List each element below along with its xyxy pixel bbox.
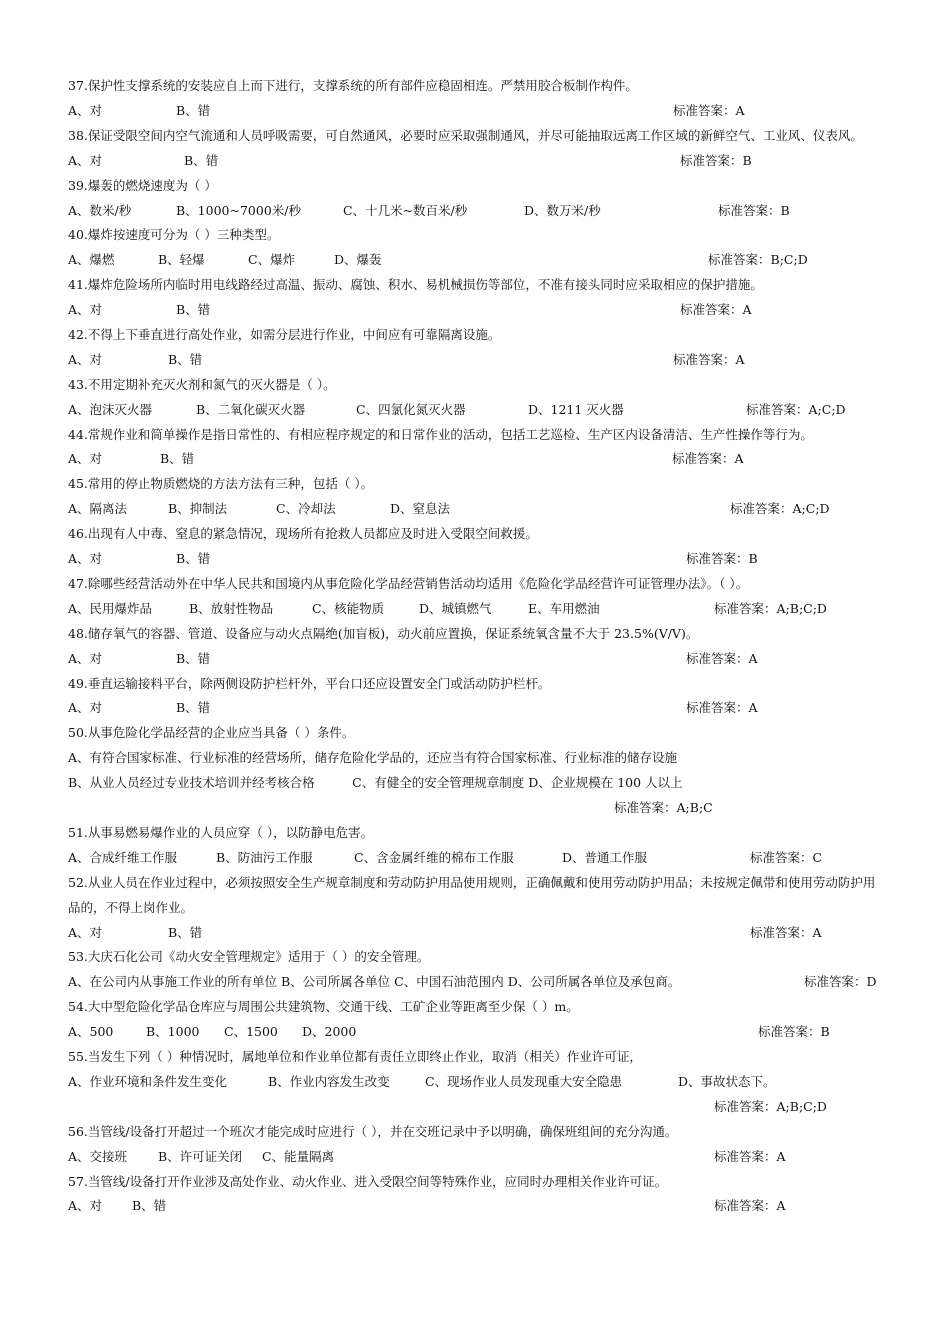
standard-answer: 标准答案：D (804, 974, 877, 990)
options-row (68, 796, 886, 821)
standard-answer: 标准答案：A;B;C;D (714, 1098, 827, 1114)
standard-answer: 标准答案：B (686, 551, 758, 567)
option: A、对 (68, 102, 103, 118)
standard-answer: 标准答案：A (672, 451, 744, 467)
option: E、车用燃油 (528, 600, 600, 616)
option: B、1000 (146, 1024, 200, 1040)
option-line: A、在公司内从事施工作业的所有单位 B、公司所属各单位 C、中国石油范围内 D、公司所属各单位及承包商。 (68, 974, 681, 990)
option: C、1500 (224, 1024, 278, 1040)
option: B、错 (184, 152, 219, 168)
question-text: 41.爆炸危险场所内临时用电线路经过高温、振动、腐蚀、积水、易机械损伤等部位，不准有接头同时应采取相应的保护措施。 (68, 277, 763, 293)
option: B、错 (132, 1198, 167, 1214)
exam-page (68, 74, 886, 1219)
standard-answer: 标准答案：A (686, 700, 758, 716)
options-row (68, 647, 886, 672)
option: C、爆炸 (248, 252, 296, 268)
option: B、错 (176, 551, 211, 567)
option: B、轻爆 (158, 252, 205, 268)
option: D、普通工作服 (562, 849, 648, 865)
options-row (68, 1070, 886, 1095)
options-row (68, 348, 886, 373)
option: C、现场作业人员发现重大安全隐患 (425, 1073, 623, 1089)
question-text: 43.不用定期补充灭火剂和氮气的灭火器是（ ）。 (68, 376, 336, 392)
question-text: 54.大中型危险化学品仓库应与周围公共建筑物、交通干线、工矿企业等距离至少保（ ）m。 (68, 999, 579, 1015)
option: C、能量隔离 (262, 1148, 335, 1164)
options-row (68, 199, 886, 224)
options-row (68, 846, 886, 871)
option: A、500 (68, 1024, 114, 1040)
option: D、事故状态下。 (678, 1073, 776, 1089)
question-text: 51.从事易燃易爆作业的人员应穿（ ），以防静电危害。 (68, 824, 374, 840)
options-row (68, 298, 886, 323)
standard-answer: 标准答案：C (750, 849, 823, 865)
option: B、错 (160, 451, 195, 467)
standard-answer: 标准答案：A (673, 351, 745, 367)
option: D、城镇燃气 (419, 600, 492, 616)
option: D、数万米/秒 (524, 202, 601, 218)
options-row (68, 597, 886, 622)
option: B、许可证关闭 (158, 1148, 243, 1164)
question-text: 42.不得上下垂直进行高处作业，如需分层进行作业，中间应有可靠隔离设施。 (68, 326, 501, 342)
option: D、窒息法 (390, 501, 451, 517)
options-row (68, 921, 886, 946)
option: D、爆轰 (334, 252, 382, 268)
standard-answer: 标准答案：B;C;D (708, 252, 808, 268)
standard-answer: 标准答案：A (686, 650, 758, 666)
option: D、2000 (302, 1024, 357, 1040)
standard-answer: 标准答案：A (673, 102, 745, 118)
option: B、防油污工作服 (216, 849, 313, 865)
option: A、对 (68, 1198, 103, 1214)
question-text: 52.从业人员在作业过程中，必须按照安全生产规章制度和劳动防护用品使用规则，正确佩戴和使用劳动防护用品；未按规定佩带和使用劳动防护用品的，不得上岗作业。 (68, 874, 876, 915)
option-line: A、有符合国家标准、行业标准的经营场所，储存危险化学品的，还应当有符合国家标准、行业标准的储存设施 (68, 750, 678, 766)
option: B、放射性物品 (189, 600, 274, 616)
standard-answer: 标准答案：A;C;D (746, 401, 846, 417)
option: A、对 (68, 924, 103, 940)
options-row (68, 248, 886, 273)
option: B、错 (176, 302, 211, 318)
options-row (68, 149, 886, 174)
option: A、交接班 (68, 1148, 128, 1164)
question-text: 38.保证受限空间内空气流通和人员呼吸需要，可自然通风，必要时应采取强制通风，并尽可能抽取远离工作区域的新鲜空气、工业风、仪表风。 (68, 127, 863, 143)
question-text: 49.垂直运输接料平台，除两侧设防护栏杆外，平台口还应设置安全门或活动防护栏杆。 (68, 675, 551, 691)
option: A、对 (68, 650, 103, 666)
options-row (68, 1145, 886, 1170)
standard-answer: 标准答案：B (718, 202, 790, 218)
options-row (68, 398, 886, 423)
question-text: 57.当管线/设备打开作业涉及高处作业、动火作业、进入受限空间等特殊作业，应同时办理相关作业许可证。 (68, 1173, 668, 1189)
option: A、泡沫灭火器 (68, 401, 153, 417)
standard-answer: 标准答案：A;B;C;D (714, 600, 827, 616)
option: B、错 (168, 924, 203, 940)
option: B、1000~7000米/秒 (176, 202, 301, 218)
option: A、民用爆炸品 (68, 600, 153, 616)
option: A、对 (68, 451, 103, 467)
option: A、对 (68, 551, 103, 567)
option: A、对 (68, 351, 103, 367)
question-text: 47.除哪些经营活动外在中华人民共和国境内从事危险化学品经营销售活动均适用《危险化学品经营许可证管理办法》。（ ）。 (68, 575, 749, 591)
option: A、合成纤维工作服 (68, 849, 178, 865)
options-row (68, 447, 886, 472)
option: B、二氧化碳灭火器 (196, 401, 306, 417)
options-row (68, 497, 886, 522)
question-text: 50.从事危险化学品经营的企业应当具备（ ）条件。 (68, 725, 355, 741)
question-text: 46.出现有人中毒、窒息的紧急情况，现场所有抢救人员都应及时进入受限空间救援。 (68, 526, 538, 542)
question-text: 56.当管线/设备打开超过一个班次才能完成时应进行（ ），并在交班记录中予以明确，确保班组间的充分沟通。 (68, 1123, 678, 1139)
standard-answer: 标准答案：A (750, 924, 822, 940)
option: B、错 (176, 700, 211, 716)
question-text: 48.储存氧气的容器、管道、设备应与动火点隔绝(加盲板)，动火前应置换，保证系统氧含量不大于 23.5%(V/V)。 (68, 625, 699, 641)
option: A、隔离法 (68, 501, 128, 517)
question-text: 37.保护性支撑系统的安装应自上而下进行，支撑系统的所有部件应稳固相连。严禁用胶合板制作构件。 (68, 78, 638, 93)
standard-answer: 标准答案：A (714, 1198, 786, 1214)
question-text: 53.大庆石化公司《动火安全管理规定》适用于（ ）的安全管理。 (68, 949, 430, 965)
standard-answer: 标准答案：B (758, 1024, 830, 1040)
standard-answer: 标准答案：A;B;C (614, 800, 713, 816)
option-line: B、从业人员经过专业技术培训并经考核合格 C、有健全的安全管理规章制度 D、企业规模在 100 人以上 (68, 775, 683, 791)
options-row (68, 1020, 886, 1045)
question-text: 40.爆炸按速度可分为（ ）三种类型。 (68, 227, 280, 243)
standard-answer: 标准答案：A;C;D (730, 501, 830, 517)
question-text: 39.爆轰的燃烧速度为（ ） (68, 177, 217, 193)
question-text: 44.常规作业和简单操作是指日常性的、有相应程序规定的和日常作业的活动，包括工艺巡检、生产区内设备清洁、生产性操作等行为。 (68, 426, 813, 442)
option: B、作业内容发生改变 (268, 1073, 390, 1089)
option: A、对 (68, 700, 103, 716)
option: C、冷却法 (276, 501, 336, 517)
option: A、对 (68, 302, 103, 318)
standard-answer: 标准答案：A (714, 1148, 786, 1164)
options-row (68, 547, 886, 572)
option: A、爆燃 (68, 252, 115, 268)
options-row (68, 970, 886, 995)
option: C、十几米~数百米/秒 (343, 202, 468, 218)
option: B、抑制法 (168, 501, 228, 517)
options-row (68, 1095, 886, 1120)
option: B、错 (168, 351, 203, 367)
option: C、核能物质 (312, 600, 385, 616)
options-row (68, 99, 886, 124)
question-text: 55.当发生下列（ ）种情况时，属地单位和作业单位都有责任立即终止作业，取消（相关）作业许可证， (68, 1049, 642, 1065)
option: B、错 (176, 102, 211, 118)
option: A、作业环境和条件发生变化 (68, 1073, 228, 1089)
option: B、错 (176, 650, 211, 666)
option: A、数米/秒 (68, 202, 132, 218)
options-row (68, 1194, 886, 1219)
standard-answer: 标准答案：B (680, 152, 752, 168)
option: C、四氯化氮灭火器 (356, 401, 466, 417)
option: A、对 (68, 152, 103, 168)
standard-answer: 标准答案：A (680, 302, 752, 318)
options-row (68, 696, 886, 721)
option: C、含金属纤维的棉布工作服 (354, 849, 514, 865)
question-text: 45.常用的停止物质燃烧的方法方法有三种，包括（ ）。 (68, 476, 374, 492)
option: D、1211 灭火器 (528, 401, 624, 417)
